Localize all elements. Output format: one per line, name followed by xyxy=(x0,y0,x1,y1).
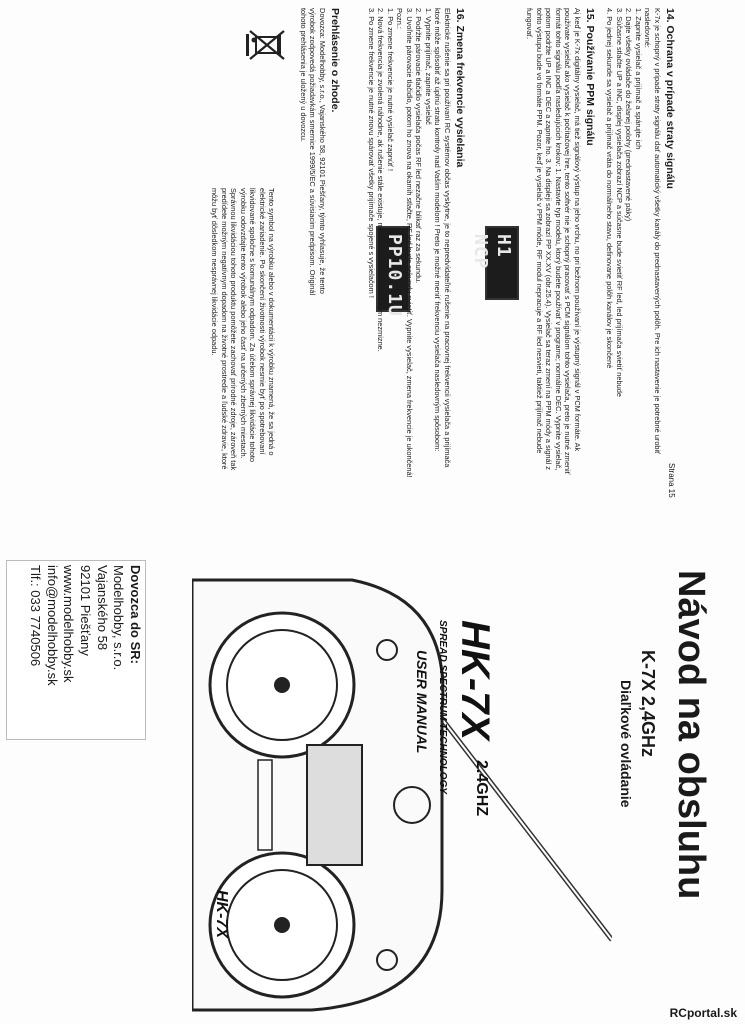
section-16-step: Pozn.: xyxy=(395,8,405,29)
transmitter-illustration xyxy=(192,560,612,1020)
section-16-step: 3. Uvoľnite párovacie tlačidlo, potom ho znova na okamih stlačte, RF led bude sekundu svietiť. Vypnite vysielač, zmena frekvencie je ukončená! xyxy=(404,8,414,478)
section-16-step: 2. Podržte párovacie tlačidlo vysielača počas RF led nezačne blikať raz za sekundu. xyxy=(414,8,424,284)
section-16-heading: 16. Zmena frekvencie vysielania xyxy=(454,8,466,168)
section-15-body: Aj keď je K-7x digitálny vysielač, má tiež signálový výstup na jeho vrchu, no pri bežnom používaní je výstupný signál v PCM formáte. Ak používate vysielač ako vysielač k počítačovej hre, tento softvér nie je schopný pracovať s PCM signálom tohto vysielača, preto je nutné zmeniť formát tohto signálu podľa nasledujúcich krokov: 1. Nastavte typ modelu, ktorý budete používať v programe; normálne DEC. Vypnite vysielač, potom podržte UP a INC a DEC a zapnite ho. 3. Na displeji sa zobrazí PP XX.XV (obr.25.4). Vysielač sa teraz zmení na PPM módy a signál z tohto výstupu bude vo formáte PPM. Pozor, keď je vysielač v PPM móde, RF modul nepracuje a RF led nesvieti, taktiež prijímač nebude fungovať. xyxy=(525,8,582,475)
band-label: 2.4GHZ xyxy=(473,760,490,817)
importer-line: 92101 Piešťany xyxy=(78,565,94,656)
section-16-step: 1. Po zmene frekvencie je nutné vysielač zapnúť ! xyxy=(385,8,395,171)
importer-heading: Dovozca do SR: xyxy=(128,565,143,664)
section-14-step: 4. Po jednej sekunde sa vysielač a prijímač vráta do normálneho stavu, definovane polôh kanálov je skončené xyxy=(605,8,615,369)
lcd-ncp-display: H1 NCP xyxy=(485,226,519,300)
importer-line: Vajanského 58 xyxy=(94,565,110,651)
declaration-body: Dovozca: Modelhobby, s.r.o., Vajanského 58, 92101 Piešťany, týmto vyhlasuje, že tento výrobok zodpovedá požiadavkám smernice 1999/5/EC a súvisiacim predpisom. Originál tohoto prehlásenia je uložený u dovozcu. xyxy=(298,8,327,296)
page-number: Strana 15 xyxy=(667,463,676,498)
crossed-bin-icon xyxy=(246,28,286,62)
section-16-step: 1. Vypnite prijímač, zapnite vysielač xyxy=(423,8,433,125)
section-16-body: Elektrické rušenie sa pri používaní RC systémov občas vyskytne, je to nepredvídateľné rušenie na pracovnej frekvencii vysielača a prijímača ktoré môže spôsobiť až úplnú stratu kontroly nad Vaším modelom ! Preto je možné meniť frekvenciu vysielača nasledovným spôsobom: xyxy=(433,8,452,468)
importer-email[interactable]: info@modelhobby.sk xyxy=(44,565,60,686)
declaration-heading: Prehlásenie o zhode. xyxy=(329,8,341,113)
section-14-step: 3. Súčasne stlačte UP a INC, displej vysielača zobrazí NCP a súčasne bude svietiť RF led, led prijímača svietiť nebude xyxy=(614,8,624,397)
section-signal-loss xyxy=(605,8,676,478)
lcd-ppm-display: PP10.1U xyxy=(376,226,410,312)
site-watermark: RCportal.sk xyxy=(669,1006,737,1020)
section-14-body: K-7x je schopný v prípade straty signálu dať automatický všetky kanály do prednastavených polôh. Pre ich nastavenie je potrebné urobiť nasledovné: xyxy=(643,8,662,454)
cover-page xyxy=(12,560,712,1020)
radio-label: HK-7X xyxy=(213,890,230,939)
weee-text: Tento symbol na výrobku alebo v dokumentácii k výrobku znamená, že sa jedná o elektrické zariadenie. Po skončení životnosti výrobok nesmie byť po spotrebovaní likvidované spoločne s komunálnym odpadom. Za účelom správnej likvidácie tohoto výrobku odovzdajte tento výrobok alebo jeho časť na určených zberných miestach. Správnou likvidáciou tohoto produktu pomôžete zachovať prírodné zdroje, zároveň tak predídete možným negatívnym dopadom na životné prostredie a ľudské zdravie, ktoré môžu byť dôsledkom nesprávnej likvidácie odpadu. xyxy=(210,188,276,471)
cover-model: K-7X 2,4GHz xyxy=(638,650,658,758)
importer-website[interactable]: www.modelhobby.sk xyxy=(61,565,77,683)
cover-title: Návod na obsluhu xyxy=(670,570,712,900)
section-15-heading: 15. Používanie PPM signálu xyxy=(584,8,596,146)
section-16-step: 3. Po zmene frekvencie je nutné znovu spárovať všetky prijímače spojené s vysielačom ! xyxy=(366,8,376,298)
section-ppm xyxy=(525,8,596,478)
section-16-step: 2. Nová frekvencia je zvolená náhodne, ak rušenie stále existuje, meňte frekvenciu znova kým nezmizne. xyxy=(376,8,386,352)
cover-subtitle: Diaľkové ovládanie xyxy=(618,680,634,808)
weee-notice xyxy=(210,188,276,478)
declaration-of-conformity xyxy=(298,8,341,308)
importer-line: Modelhobby, s.r.o. xyxy=(111,565,127,671)
tech-label: SPREAD SPECTRUM TECHNOLOGY xyxy=(437,620,448,794)
section-14-heading: 14. Ochrana v prípade straty signálu xyxy=(664,8,676,189)
section-14-step: 1. Zapnite vysielač a prijímač a spárujte ich xyxy=(633,8,643,150)
manual-label: USER MANUAL xyxy=(414,650,430,754)
importer-phone: Tlf.: 033 7740506 xyxy=(28,565,44,667)
page-15-content xyxy=(36,8,676,498)
brand-logo: HK-7X xyxy=(453,620,497,741)
section-14-step: 2. Dajte všetky ovládače do želanej polohy (prednastavené páky) xyxy=(624,8,634,222)
section-frequency xyxy=(366,8,466,478)
importer-box xyxy=(6,560,146,740)
